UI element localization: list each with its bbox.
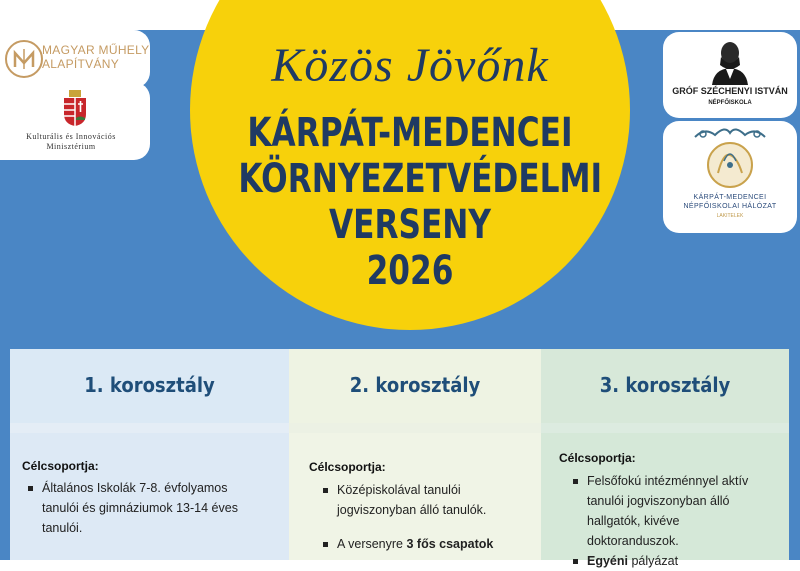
grof-szechenyi-line2: NÉPFŐISKOLA: [708, 100, 752, 106]
title-line: VERSENY: [329, 202, 491, 248]
column-body: [10, 433, 289, 560]
ministry-logo: [0, 82, 150, 160]
ministry-line1: Kulturális és Innovációs: [26, 132, 116, 141]
criteria-list: [573, 471, 773, 571]
target-group-label: Célcsoportja:: [22, 459, 99, 473]
list-item: Általános Iskolák 7-8. évfolyamos tanulói és gimnáziumok 13-14 éves tanulói.: [28, 478, 248, 538]
column-divider: [541, 423, 789, 433]
criteria-list: [28, 478, 248, 538]
network-line1: KÁRPÁT-MEDENCEI: [693, 194, 767, 201]
magyar-muhely-line1: MAGYAR MŰHELY: [42, 43, 150, 57]
list-item: Középiskolával tanulói jogviszonyban álló tanulók.: [323, 480, 523, 520]
list-item-text: pályázat: [631, 554, 679, 568]
ministry-line2: Minisztérium: [46, 142, 96, 151]
list-item: Felsőfokú intézménnyel aktív tanulói jogviszonyban álló hallgatók, kivéve doktoranduszok.: [573, 471, 773, 551]
column-header: [10, 349, 289, 423]
network-emblem-icon: [685, 125, 775, 191]
list-item-bold: Egyéni: [587, 554, 628, 568]
network-line3: LAKITELEK: [716, 213, 744, 219]
ministry-text: [0, 132, 146, 152]
list-item-text: A versenyre: [337, 537, 404, 551]
column-divider: [289, 423, 541, 433]
title-script: Közös Jövőnk: [271, 39, 549, 92]
grof-szechenyi-logo: [663, 32, 797, 118]
category-column-1: [10, 349, 289, 560]
title-line: KÖRNYEZETVÉDELMI: [238, 156, 603, 202]
magyar-muhely-emblem-icon: [2, 37, 46, 81]
category-column-2: [289, 349, 541, 560]
column-title: 3. korosztály: [599, 373, 731, 397]
magyar-muhely-line2: ALAPÍTVÁNY: [42, 57, 120, 71]
column-divider: [10, 423, 289, 433]
network-text: [663, 193, 797, 211]
grof-szechenyi-line1: GRÓF SZÉCHENYI ISTVÁN: [672, 86, 788, 96]
target-group-label: Célcsoportja:: [559, 451, 636, 465]
column-body: [289, 433, 541, 560]
list-item: [573, 551, 773, 571]
hungarian-coat-of-arms-icon: [60, 88, 90, 128]
list-item-bold: 3 fős csapatok: [406, 537, 494, 551]
column-title: 2. korosztály: [349, 373, 481, 397]
category-column-3: [541, 349, 789, 568]
column-body: [541, 433, 789, 568]
title-main: [238, 110, 603, 294]
list-item: [323, 534, 523, 554]
target-group-label: Célcsoportja:: [309, 460, 386, 474]
magyar-muhely-text: [42, 43, 149, 71]
column-title: 1. korosztály: [84, 373, 215, 397]
column-header: [541, 349, 789, 423]
criteria-list: [323, 480, 523, 554]
title-line: 2026: [366, 248, 454, 294]
magyar-muhely-logo: [0, 30, 150, 88]
title-line: KÁRPÁT-MEDENCEI: [247, 110, 573, 156]
network-line2: NÉPFŐISKOLAI HÁLÓZAT: [683, 203, 777, 210]
szechenyi-portrait-icon: [704, 35, 756, 85]
column-header: [289, 349, 541, 423]
network-logo: [663, 121, 797, 233]
